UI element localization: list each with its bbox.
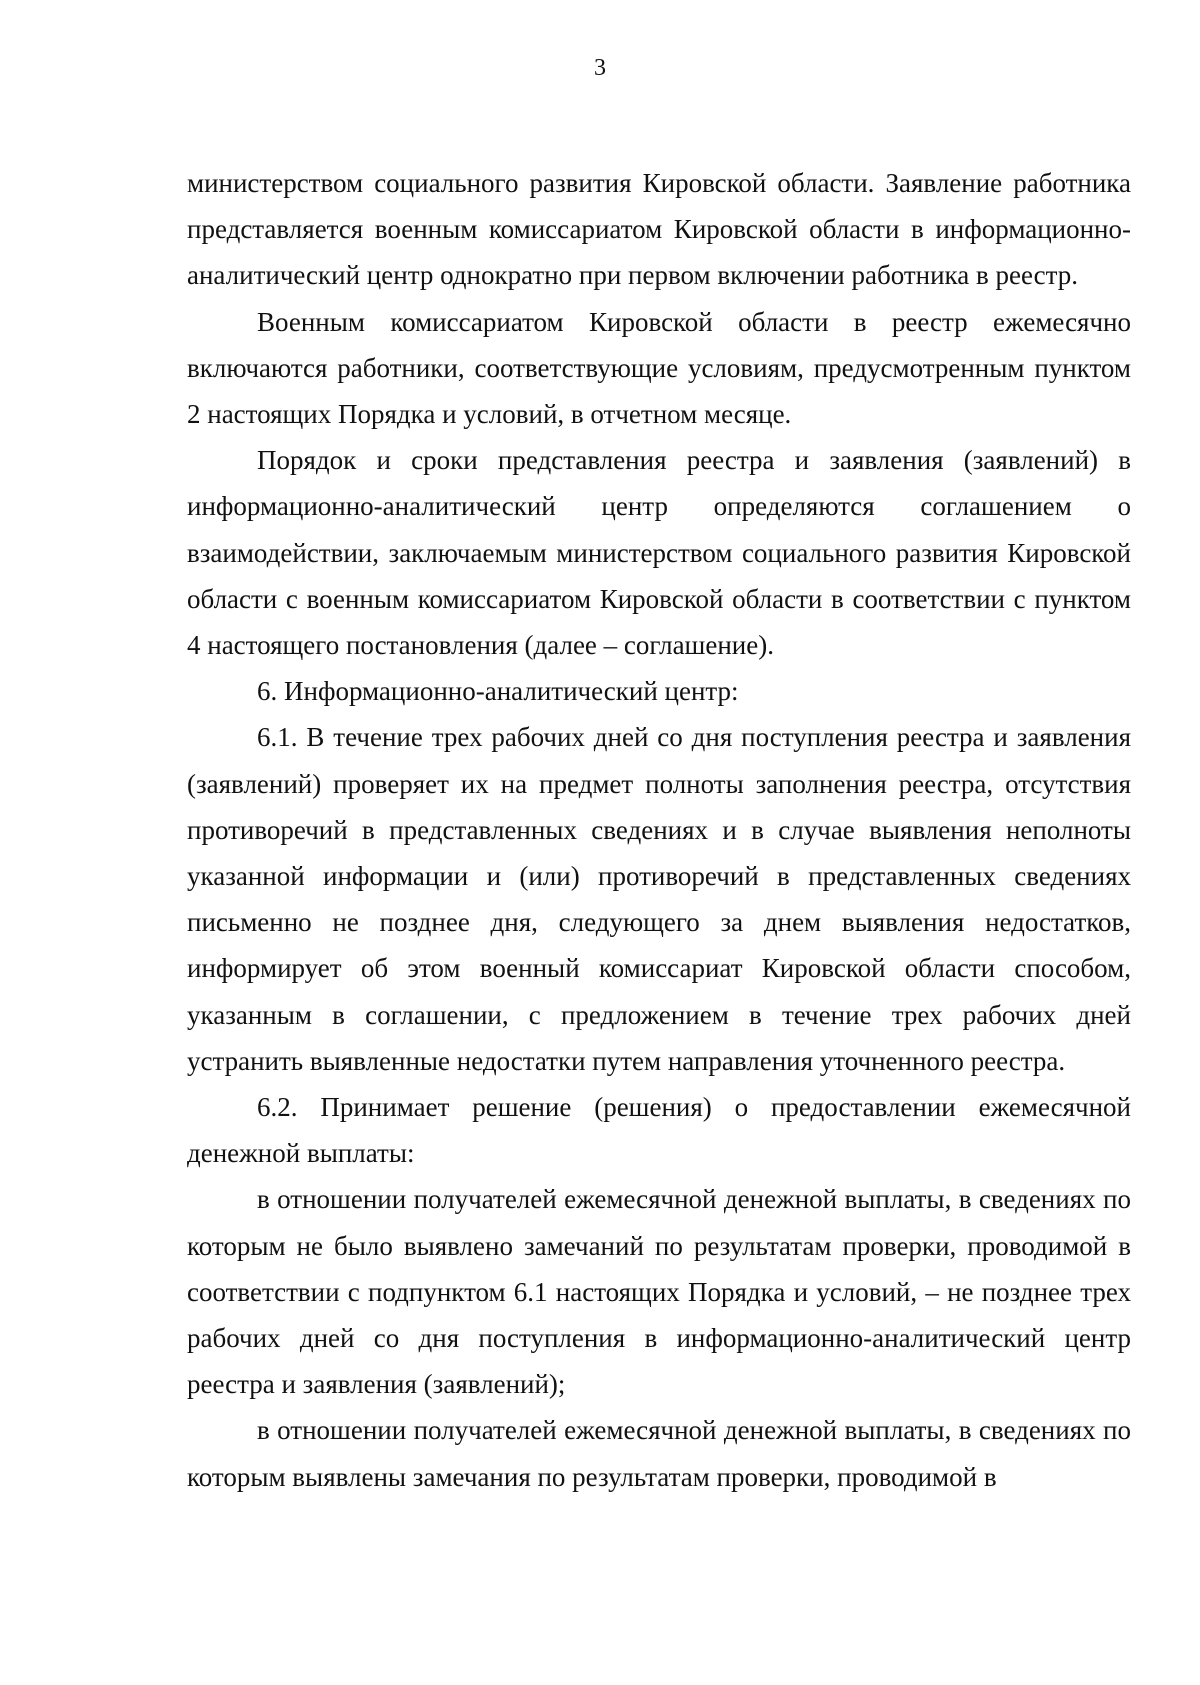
item-6-2-case-remarks: в отношении получателей ежемесячной денежной выплаты, в сведениях по которым выявлены замечания по результатам проверки, проводимой в <box>187 1415 1131 1492</box>
page-number: 3 <box>594 55 606 81</box>
item-6-2: 6.2. Принимает решение (решения) о предоставлении ежемесячной денежной выплаты: <box>187 1092 1131 1169</box>
item-6-2-case-no-remarks: в отношении получателей ежемесячной денежной выплаты, в сведениях по которым не было выявлено замечаний по результатам проверки, проводимой в соответствии с подпунктом 6.1 настоящих Порядка и условий, – не позднее трех рабочих дней со дня поступления в информационно-аналитический центр реестра и заявления (заявлений); <box>187 1184 1131 1400</box>
document-body <box>187 160 1131 1500</box>
paragraph-registry-inclusion: Военным комиссариатом Кировской области в реестр ежемесячно включаются работники, соответствующие условиям, предусмотренным пунктом 2 настоящих Порядка и условий, в отчетном месяце. <box>187 306 1131 430</box>
item-6-heading: 6. Информационно-аналитический центр: <box>257 676 739 707</box>
item-6-1: 6.1. В течение трех рабочих дней со дня поступления реестра и заявления (заявлений) проверяет их на предмет полноты заполнения реестра, отсутствия противоречий в представленных сведениях и в случае выявления неполноты указанной информации и (или) противоречий в представленных сведениях письменно не позднее дня, следующего за днем выявления недостатков, информирует об этом военный комиссариат Кировской области способом, указанным в соглашении, с предложением в течение трех рабочих дней устранить выявленные недостатки путем направления уточненного реестра. <box>187 722 1131 1076</box>
paragraph-submission-procedure: Порядок и сроки представления реестра и заявления (заявлений) в информационно-аналитический центр определяются соглашением о взаимодействии, заключаемым министерством социального развития Кировской области с военным комиссариатом Кировской области в соответствии с пунктом 4 настоящего постановления (далее – соглашение). <box>187 445 1131 661</box>
paragraph-continuation: министерством социального развития Кировской области. Заявление работника представляется военным комиссариатом Кировской области в информационно-аналитический центр однократно при первом включении работника в реестр. <box>187 168 1131 291</box>
